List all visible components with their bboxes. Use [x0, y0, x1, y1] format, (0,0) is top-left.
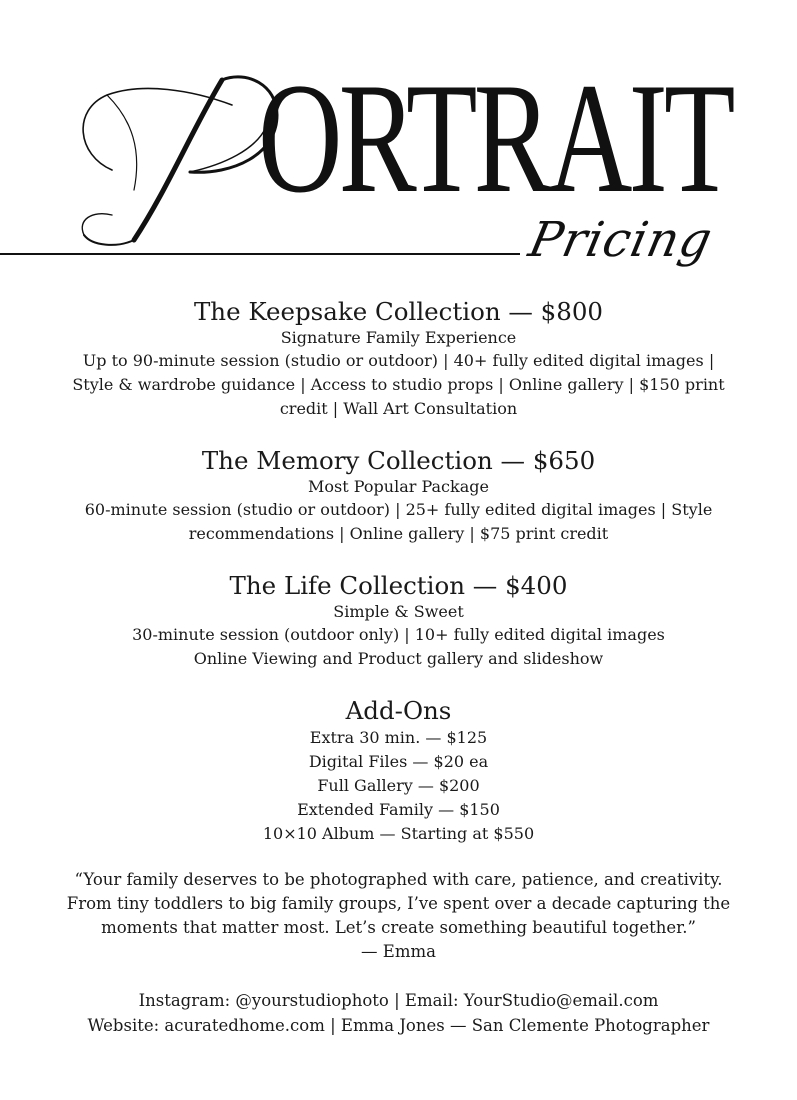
package-life — [40, 570, 757, 671]
package-title: The Life Collection — $400 — [229, 571, 568, 600]
testimonial-signature: — Emma — [361, 942, 436, 961]
addon-item: 10×10 Album — Starting at $550 — [262, 824, 535, 843]
addon-item: Digital Files — $20 ea — [308, 752, 489, 771]
package-keepsake — [40, 296, 757, 421]
addons-section — [40, 695, 757, 846]
addons-title: Add-Ons — [345, 696, 452, 725]
contact-line-social: Instagram: @yourstudiophoto | Email: YourStudio@email.com — [138, 991, 659, 1010]
package-title: The Keepsake Collection — $800 — [193, 297, 604, 326]
header-divider — [0, 253, 520, 255]
pricing-script-heading: Pricing — [524, 212, 718, 268]
page-title: ORTRAIT — [258, 51, 732, 226]
header — [0, 0, 797, 290]
pricing-content — [40, 296, 757, 1038]
script-p-letter — [72, 70, 287, 250]
package-memory — [40, 445, 757, 546]
package-subtitle: Most Popular Package — [308, 477, 489, 496]
addon-item: Full Gallery — $200 — [317, 776, 480, 795]
package-features: Up to 90-minute session (studio or outdoor) | 40+ fully edited digital images | Style & wardrobe guidance | Access to studio props | Online gallery | $150 print credit | Wall Art Consultation — [72, 351, 725, 418]
package-subtitle: Signature Family Experience — [280, 328, 517, 347]
contact-line-website: Website: acuratedhome.com | Emma Jones — San Clemente Photographer — [87, 1016, 710, 1035]
addon-item: Extended Family — $150 — [297, 800, 500, 819]
contact-info — [40, 988, 757, 1038]
addon-item: Extra 30 min. — $125 — [309, 728, 488, 747]
package-subtitle: Simple & Sweet — [333, 602, 464, 621]
package-features: 30-minute session (outdoor only) | 10+ fully edited digital images Online Viewing and Product gallery and slideshow — [132, 625, 665, 668]
package-features: 60-minute session (studio or outdoor) | 25+ fully edited digital images | Style recommendations | Online gallery | $75 print credit — [84, 500, 713, 543]
testimonial-quote: “Your family deserves to be photographed with care, patience, and creativity. From tiny toddlers to big family groups, I’ve spent over a decade capturing the moments that matter most. Let’s create something beautiful together.” — [66, 870, 731, 937]
package-title: The Memory Collection — $650 — [201, 446, 596, 475]
